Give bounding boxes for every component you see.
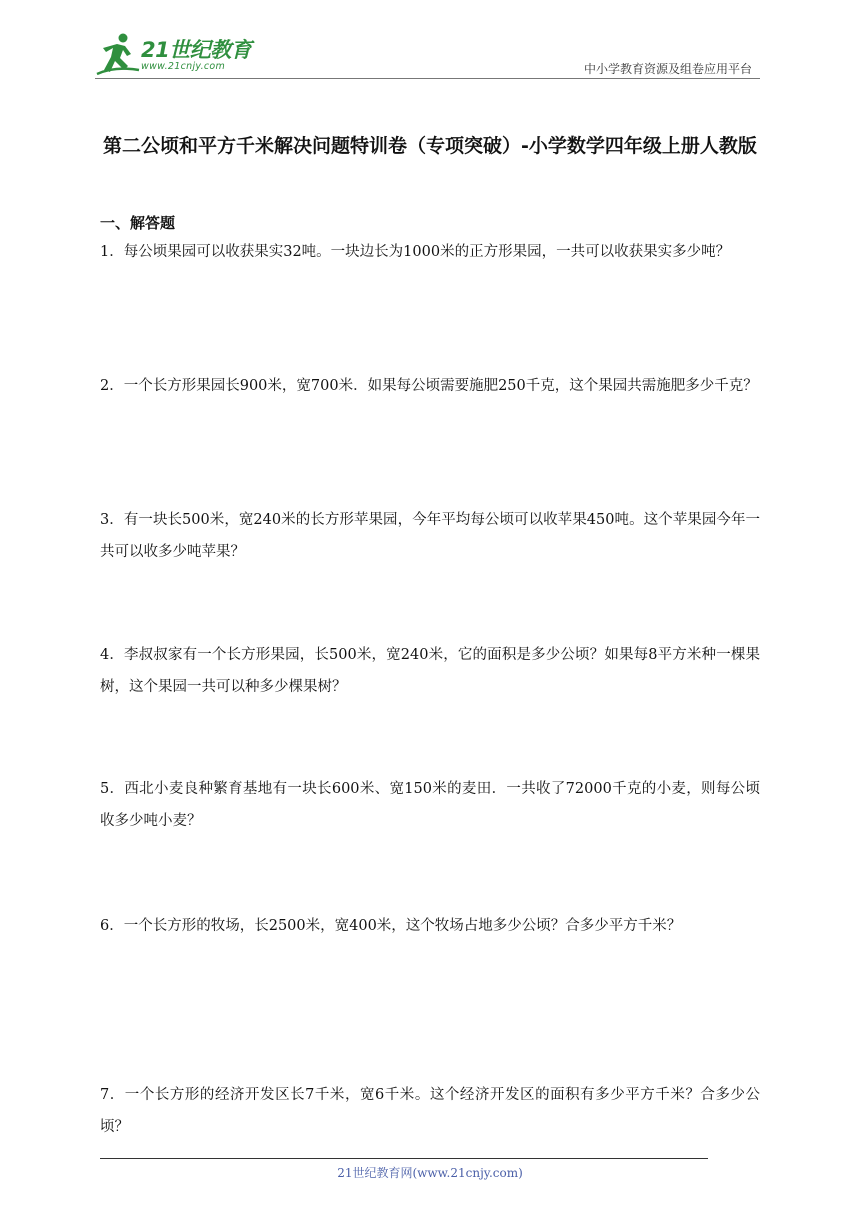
logo-wordmark: 21世纪教育 xyxy=(141,38,252,62)
platform-slogan: 中小学教育资源及组卷应用平台 xyxy=(583,62,752,76)
section-heading: 一、解答题 xyxy=(100,214,176,232)
logo-url: www.21cnjy.com xyxy=(141,61,226,72)
page-header xyxy=(95,30,760,80)
header-divider xyxy=(95,78,760,79)
question-2: 2．一个长方形果园长900米，宽700米．如果每公顷需要施肥250千克，这个果园共需施肥多少千克？ xyxy=(100,378,758,394)
page-title: 第二公顷和平方千米解决问题特训卷（专项突破）-小学数学四年级上册人教版 xyxy=(103,135,757,157)
site-logo xyxy=(95,30,260,78)
question-3: 3．有一块长500米，宽240米的长方形苹果园，今年平均每公顷可以收苹果450吨。这个苹果园今年一共可以收多少吨苹果？ xyxy=(100,512,760,560)
question-1: 1．每公顷果园可以收获果实32吨。一块边长为1000米的正方形果园，一共可以收获果实多少吨？ xyxy=(100,244,731,260)
runner-logo-icon xyxy=(95,30,141,78)
question-5: 5．西北小麦良种繁育基地有一块长600米、宽150米的麦田．一共收了72000千克的小麦，则每公顷收多少吨小麦？ xyxy=(100,781,760,829)
question-7: 7．一个长方形的经济开发区长7千米，宽6千米。这个经济开发区的面积有多少平方千米？合多少公顷？ xyxy=(100,1087,760,1135)
question-4: 4．李叔叔家有一个长方形果园，长500米，宽240米，它的面积是多少公顷？如果每8平方米种一棵果树，这个果园一共可以种多少棵果树？ xyxy=(100,647,760,695)
footer-link[interactable]: 21世纪教育网(www.21cnjy.com) xyxy=(337,1166,523,1180)
question-6: 6．一个长方形的牧场，长2500米，宽400米，这个牧场占地多少公顷？合多少平方千米？ xyxy=(100,918,682,934)
footer-divider xyxy=(100,1158,708,1159)
